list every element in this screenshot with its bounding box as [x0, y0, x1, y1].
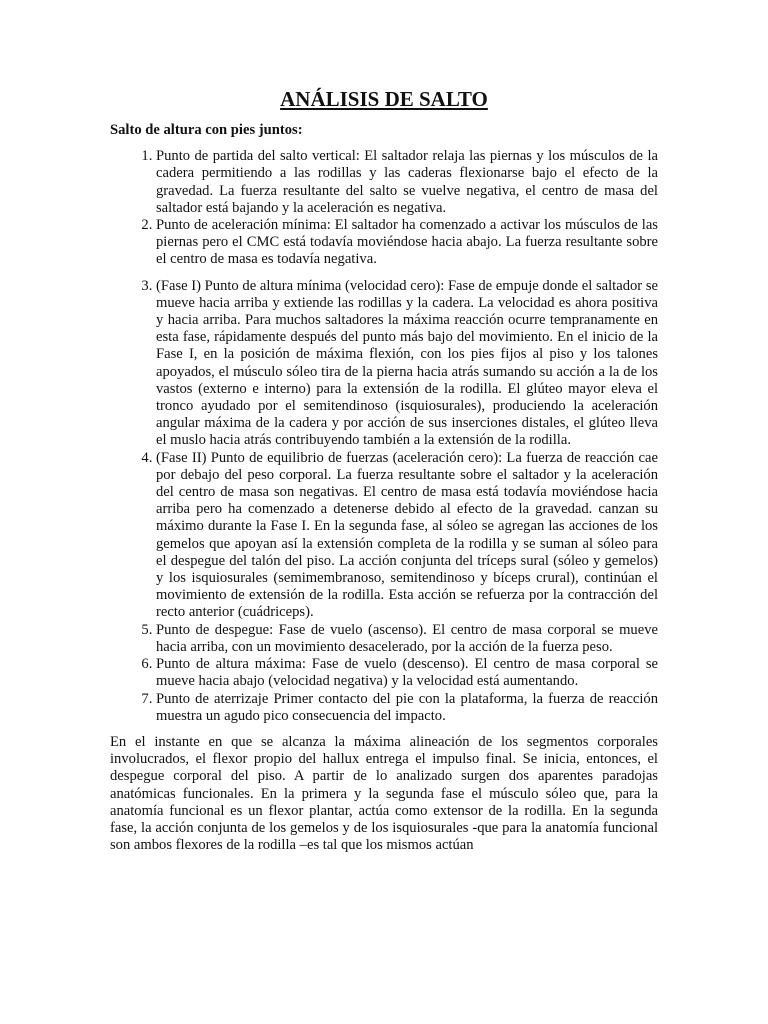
list-item: 1. Punto de partida del salto vertical: El saltador relaja las piernas y los músculos de la cadera permitiendo a las rodillas y las caderas flexionarse bajo el efecto de la gravedad. La fuerza resultante del salto se vuelve negativa, el centro de masa del saltador está bajando y la aceleración es negativa. [156, 148, 658, 217]
list-item: 6. Punto de altura máxima: Fase de vuelo (descenso). El centro de masa corporal se mueve hacia abajo (velocidad negativa) y la velocidad está aumentando. [156, 656, 658, 690]
list-item: 2. Punto de aceleración mínima: El saltador ha comenzado a activar los músculos de las piernas pero el CMC está todavía moviéndose hacia abajo. La fuerza resultante sobre el centro de masa es todavía negativa. [156, 217, 658, 269]
list-item: 4. (Fase II) Punto de equilibrio de fuerzas (aceleración cero): La fuerza de reacción cae por debajo del peso corporal. La fuerza resultante sobre el saltador y la aceleración del centro de masa son negativas. El centro de masa está todavía moviéndose hacia arriba pero ha comenzado a detenerse debido al efecto de la gravedad. canzan su máximo durante la Fase I. En la segunda fase, al sóleo se agregan las acciones de los gemelos que apoyan así la extensión completa de la rodilla y se suman al sóleo para el despegue del talón del piso. La acción conjunta del tríceps sural (sóleo y gemelos) y los isquiosurales (semimembranoso, semitendinoso y bíceps crural), continúan el movimiento de extensión de la rodilla. Esta acción se refuerza por la contracción del recto anterior (cuádriceps). [156, 450, 658, 622]
section-subtitle: Salto de altura con pies juntos: [110, 122, 303, 138]
document-page [110, 86, 658, 854]
closing-paragraph: En el instante en que se alcanza la máxima alineación de los segmentos corporales involucrados, el flexor propio del hallux entrega el impulso final. Se inicia, entonces, el despegue corporal del piso. A partir de lo analizado surgen dos aparentes paradojas anatómicas funcionales. En la primera y la segunda fase el músculo sóleo que, para la anatomía funcional es un flexor plantar, actúa como extensor de la rodilla. En la segunda fase, la acción conjunta de los gemelos y de los isquiosurales -que para la anatomía funcional son ambos flexores de la rodilla –es tal que los mismos actúan [110, 733, 658, 854]
jump-phases-list [110, 148, 658, 725]
document-title: ANÁLISIS DE SALTO [280, 87, 488, 111]
list-item: 7. Punto de aterrizaje Primer contacto del pie con la plataforma, la fuerza de reacción muestra un agudo pico consecuencia del impacto. [156, 691, 658, 725]
list-item: 5. Punto de despegue: Fase de vuelo (ascenso). El centro de masa corporal se mueve hacia arriba, con un movimiento desacelerado, por la acción de la fuerza peso. [156, 622, 658, 656]
list-item: 3. (Fase I) Punto de altura mínima (velocidad cero): Fase de empuje donde el saltador se mueve hacia arriba y extiende las rodillas y la cadera. La velocidad es ahora positiva y hacia arriba. Para muchos saltadores la máxima reacción ocurre tempranamente en esta fase, rápidamente después del punto más bajo del movimiento. En el inicio de la Fase I, en la posición de máxima flexión, con los pies fijos al piso y los talones apoyados, el músculo sóleo tira de la pierna hacia atrás sumando su acción a la de los vastos (externo e interno) para la extensión de la rodilla. El glúteo mayor eleva el tronco ayudado por el semitendinoso (isquiosurales), produciendo la aceleración angular máxima de la cadera y por acción de sus inserciones distales, el glúteo lleva el muslo hacia atrás contribuyendo también a la extensión de la rodilla. [156, 278, 658, 450]
